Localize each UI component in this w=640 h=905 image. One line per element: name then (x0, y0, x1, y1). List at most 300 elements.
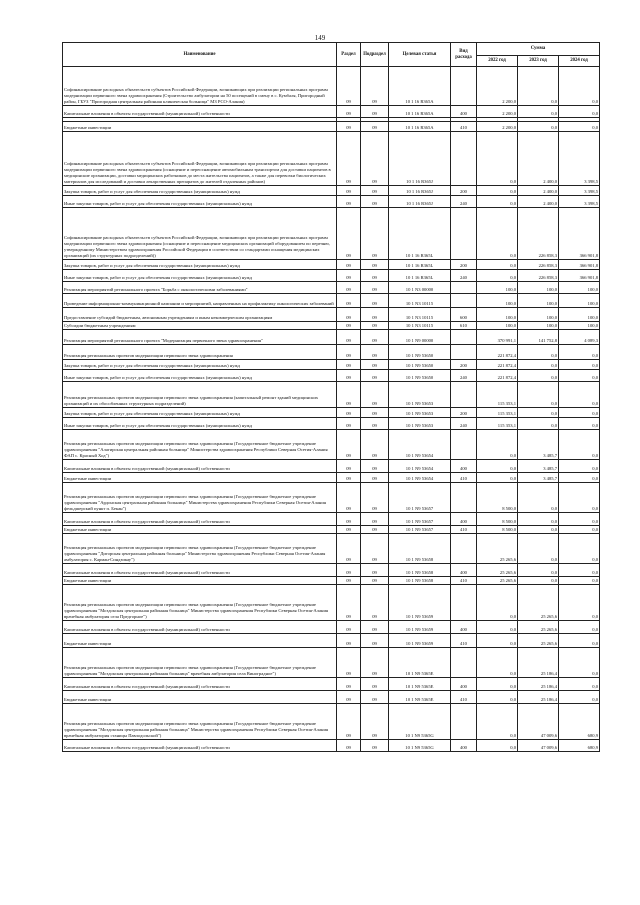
row-subsection: 09 (361, 648, 389, 678)
row-expense-type: 410 (451, 122, 477, 132)
row-sum-2023: 3 485,7 (518, 460, 559, 473)
row-target-article: 10 1 16 R365L (389, 260, 451, 270)
row-name: Иные закупки товаров, работ и услуг для обеспечения государственных (муниципальных) нужд (63, 196, 337, 208)
row-subsection: 09 (361, 132, 389, 186)
row-subsection: 09 (361, 534, 389, 564)
row-expense-type: 400 (451, 106, 477, 118)
header-sums: Сумма (477, 43, 600, 56)
row-sum-2023: 226 858,3 (518, 270, 559, 282)
row-name: Реализация региональных проектов модернизации первичного звена здравоохранения (Государственное бюджетное учреждение здравоохранения "Дигорская центральная районная больница" Министерства здравоохранения Республики Северная Осетия-Алания амбулатория с. Карман-Синдзикау") (63, 534, 337, 564)
row-sum-2022: 221 872,4 (477, 370, 518, 382)
row-sum-2024: 100,0 (559, 282, 600, 294)
row-name: Капитальные вложения в объекты государственной (муниципальной) собственности (63, 678, 337, 691)
row-target-article: 10 1 16 R365A (389, 122, 451, 132)
row-target-article: 10 1 N9 53653 (389, 408, 451, 418)
row-expense-type: 410 (451, 634, 477, 648)
row-subsection: 09 (361, 345, 389, 360)
row-section: 09 (337, 294, 361, 308)
row-subsection: 09 (361, 740, 389, 752)
row-subsection: 09 (361, 418, 389, 430)
row-sum-2022: 2 200,0 (477, 67, 518, 106)
row-subsection: 09 (361, 360, 389, 370)
row-expense-type: 240 (451, 196, 477, 208)
row-sum-2024: 0,0 (559, 564, 600, 577)
row-target-article: 10 1 16 R365J (389, 186, 451, 196)
row-subsection: 09 (361, 260, 389, 270)
row-section: 09 (337, 526, 361, 534)
budget-table (62, 42, 600, 752)
row-expense-type (451, 704, 477, 740)
row-section: 09 (337, 513, 361, 526)
row-section: 09 (337, 621, 361, 634)
row-sum-2024: 366 901,8 (559, 208, 600, 260)
row-sum-2023: 0,0 (518, 345, 559, 360)
row-sum-2022: 0,0 (477, 740, 518, 752)
page-number: 149 (314, 34, 326, 42)
row-sum-2024: 0,0 (559, 382, 600, 408)
row-target-article: 10 1 N9 53650 (389, 345, 451, 360)
row-sum-2024: 100,0 (559, 322, 600, 330)
row-name: Реализация региональных проектов модернизации первичного звена здравоохранения (Государственное бюджетное учреждение здравоохранения "Моздокская центральная районная больница" Министерства здравоохранения Республики Северная Осетия-Алания врачебная амбулатория станицы Павлодольской") (63, 704, 337, 740)
row-subsection: 09 (361, 370, 389, 382)
row-section: 09 (337, 534, 361, 564)
table-row (63, 282, 600, 294)
row-section: 09 (337, 67, 361, 106)
row-sum-2023: 0,0 (518, 534, 559, 564)
row-subsection: 09 (361, 430, 389, 460)
table-row (63, 648, 600, 678)
row-name: Закупка товаров, работ и услуг для обеспечения государственных (муниципальных) нужд (63, 408, 337, 418)
row-subsection: 09 (361, 208, 389, 260)
row-sum-2022: 0,0 (477, 585, 518, 621)
row-target-article: 10 1 N9 5365E (389, 678, 451, 691)
row-name: Проведение информационно-коммуникационной кампании и мероприятий, направленных на профилактику онкологических заболеваний (63, 294, 337, 308)
row-sum-2022: 221 872,4 (477, 360, 518, 370)
header-year-2023: 2023 год (518, 56, 559, 67)
row-sum-2023: 2 400,0 (518, 132, 559, 186)
row-section: 09 (337, 704, 361, 740)
row-target-article: 10 1 N9 53659 (389, 621, 451, 634)
table-row (63, 370, 600, 382)
row-target-article: 10 1 N9 53650 (389, 360, 451, 370)
row-sum-2024: 0,0 (559, 534, 600, 564)
table-row (63, 691, 600, 704)
row-name: Иные закупки товаров, работ и услуг для обеспечения государственных (муниципальных) нужд (63, 370, 337, 382)
row-sum-2024: 0,0 (559, 691, 600, 704)
row-sum-2023: 0,0 (518, 526, 559, 534)
row-sum-2024: 0,0 (559, 577, 600, 585)
row-expense-type (451, 430, 477, 460)
row-subsection: 09 (361, 564, 389, 577)
row-expense-type: 610 (451, 322, 477, 330)
row-sum-2024: 0,0 (559, 621, 600, 634)
row-target-article: 10 1 N3 00000 (389, 282, 451, 294)
row-sum-2023: 0,0 (518, 67, 559, 106)
row-section: 09 (337, 577, 361, 585)
row-sum-2023: 25 186,4 (518, 678, 559, 691)
row-target-article: 10 1 N9 53659 (389, 585, 451, 621)
row-expense-type (451, 483, 477, 513)
row-expense-type (451, 67, 477, 106)
row-name: Софинансирование расходных обязательств субъектов Российской Федерации, возникающих при реализации региональных программ модернизации первичного звена здравоохранения (Строительство амбулатории на 50 посещений в смену в с. Кумбаля, Пригородный район, ГБУЗ "Пригородная центральная районная клиническая больница" МЗ РСО-Алания) (63, 67, 337, 106)
row-section: 09 (337, 132, 361, 186)
row-sum-2024: 3 398,5 (559, 186, 600, 196)
row-name: Закупка товаров, работ и услуг для обеспечения государственных (муниципальных) нужд (63, 360, 337, 370)
row-target-article: 10 1 N9 5365G (389, 704, 451, 740)
row-section: 09 (337, 408, 361, 418)
row-section: 09 (337, 585, 361, 621)
row-name: Закупка товаров, работ и услуг для обеспечения государственных (муниципальных) нужд (63, 260, 337, 270)
row-expense-type: 200 (451, 186, 477, 196)
row-expense-type: 400 (451, 740, 477, 752)
table-row (63, 186, 600, 196)
row-sum-2023: 0,0 (518, 564, 559, 577)
row-sum-2023: 100,0 (518, 308, 559, 322)
row-sum-2023: 0,0 (518, 418, 559, 430)
row-sum-2024: 0,0 (559, 345, 600, 360)
row-sum-2024: 100,0 (559, 308, 600, 322)
row-sum-2023: 0,0 (518, 122, 559, 132)
row-section: 09 (337, 678, 361, 691)
row-subsection: 09 (361, 704, 389, 740)
table-row (63, 534, 600, 564)
row-expense-type (451, 585, 477, 621)
row-sum-2024: 0,0 (559, 360, 600, 370)
row-expense-type: 400 (451, 564, 477, 577)
row-sum-2023: 100,0 (518, 294, 559, 308)
row-sum-2024: 3 398,5 (559, 196, 600, 208)
row-subsection: 09 (361, 513, 389, 526)
row-section: 09 (337, 196, 361, 208)
row-sum-2022: 100,0 (477, 282, 518, 294)
row-target-article: 10 1 N9 53658 (389, 564, 451, 577)
row-target-article: 10 1 N9 53658 (389, 577, 451, 585)
table-row (63, 418, 600, 430)
row-expense-type: 600 (451, 308, 477, 322)
row-sum-2024: 0,0 (559, 370, 600, 382)
row-sum-2022: 25 265,6 (477, 577, 518, 585)
row-sum-2024: 0,0 (559, 526, 600, 534)
row-section: 09 (337, 260, 361, 270)
row-target-article: 10 1 N9 5365E (389, 648, 451, 678)
row-expense-type: 410 (451, 691, 477, 704)
header-subsection: Подраздел (361, 43, 389, 67)
table-row (63, 564, 600, 577)
row-sum-2022: 0,0 (477, 430, 518, 460)
row-subsection: 09 (361, 408, 389, 418)
row-sum-2022: 115 353,1 (477, 418, 518, 430)
row-sum-2022: 0,0 (477, 634, 518, 648)
row-sum-2022: 0,0 (477, 196, 518, 208)
row-name: Субсидии бюджетным учреждениям (63, 322, 337, 330)
row-section: 09 (337, 186, 361, 196)
row-sum-2023: 0,0 (518, 370, 559, 382)
row-sum-2022: 25 265,6 (477, 534, 518, 564)
row-section: 09 (337, 418, 361, 430)
table-row (63, 270, 600, 282)
row-expense-type: 410 (451, 577, 477, 585)
table-row (63, 322, 600, 330)
row-expense-type (451, 648, 477, 678)
row-sum-2023: 0,0 (518, 483, 559, 513)
row-sum-2023: 0,0 (518, 577, 559, 585)
row-subsection: 09 (361, 270, 389, 282)
row-sum-2024: 366 901,8 (559, 270, 600, 282)
table-row (63, 513, 600, 526)
row-sum-2024: 680,9 (559, 740, 600, 752)
row-sum-2022: 0,0 (477, 186, 518, 196)
row-target-article: 10 1 N9 53657 (389, 513, 451, 526)
row-sum-2023: 0,0 (518, 360, 559, 370)
row-name: Капитальные вложения в объекты государственной (муниципальной) собственности (63, 740, 337, 752)
row-subsection: 09 (361, 122, 389, 132)
table-body (63, 67, 600, 752)
row-sum-2024: 4 089,3 (559, 330, 600, 345)
row-sum-2022: 0,0 (477, 260, 518, 270)
row-expense-type (451, 294, 477, 308)
row-sum-2022: 100,0 (477, 294, 518, 308)
row-target-article: 10 1 16 R365A (389, 106, 451, 118)
table-row (63, 308, 600, 322)
row-sum-2023: 100,0 (518, 282, 559, 294)
row-subsection: 09 (361, 308, 389, 322)
header-year-2024: 2024 год (559, 56, 600, 67)
row-sum-2022: 0,0 (477, 132, 518, 186)
row-target-article: 10 1 16 R365L (389, 270, 451, 282)
row-target-article: 10 1 N9 53657 (389, 526, 451, 534)
table-row (63, 330, 600, 345)
row-expense-type (451, 132, 477, 186)
table-row (63, 208, 600, 260)
row-section: 09 (337, 345, 361, 360)
row-target-article: 10 1 N9 53658 (389, 534, 451, 564)
row-name: Реализация региональных проектов модернизации первичного звена здравоохранения (Государственное бюджетное учреждение здравоохранения "Ардонская центральная районная больница" Министерства здравоохранения Республики Северная Осетия-Алания фельдшерский пункт п. Бекан") (63, 483, 337, 513)
row-section: 09 (337, 648, 361, 678)
row-sum-2022: 370 991,1 (477, 330, 518, 345)
table-row (63, 460, 600, 473)
row-sum-2022: 0,0 (477, 691, 518, 704)
table-row (63, 577, 600, 585)
row-sum-2024: 3 398,5 (559, 132, 600, 186)
row-target-article: 10 1 16 R365L (389, 208, 451, 260)
row-target-article: 10 1 N3 10115 (389, 322, 451, 330)
row-target-article: 10 1 N9 00000 (389, 330, 451, 345)
table-row (63, 634, 600, 648)
row-expense-type: 240 (451, 270, 477, 282)
row-subsection: 09 (361, 483, 389, 513)
row-expense-type (451, 208, 477, 260)
row-expense-type: 400 (451, 678, 477, 691)
row-expense-type: 410 (451, 473, 477, 483)
row-subsection: 09 (361, 621, 389, 634)
table-row (63, 132, 600, 186)
table-row (63, 678, 600, 691)
row-target-article: 10 1 N9 53657 (389, 483, 451, 513)
row-target-article: 10 1 16 R365J (389, 132, 451, 186)
row-sum-2024: 0,0 (559, 430, 600, 460)
row-name: Бюджетные инвестиции (63, 691, 337, 704)
table-row (63, 526, 600, 534)
row-sum-2022: 0,0 (477, 648, 518, 678)
row-section: 09 (337, 564, 361, 577)
row-name: Капитальные вложения в объекты государственной (муниципальной) собственности (63, 106, 337, 118)
row-expense-type (451, 330, 477, 345)
row-sum-2024: 0,0 (559, 473, 600, 483)
header-expense-type: Вид расхода (451, 43, 477, 67)
table-row (63, 408, 600, 418)
row-section: 09 (337, 460, 361, 473)
row-sum-2022: 221 872,4 (477, 345, 518, 360)
row-expense-type: 400 (451, 513, 477, 526)
row-target-article: 10 1 N9 53650 (389, 370, 451, 382)
table-row (63, 704, 600, 740)
row-subsection: 09 (361, 577, 389, 585)
row-sum-2022: 0,0 (477, 704, 518, 740)
row-sum-2022: 100,0 (477, 308, 518, 322)
table-row (63, 360, 600, 370)
row-target-article: 10 1 N9 53653 (389, 382, 451, 408)
row-sum-2022: 115 353,1 (477, 382, 518, 408)
table-row (63, 430, 600, 460)
row-section: 09 (337, 691, 361, 704)
row-target-article: 10 1 N9 53654 (389, 460, 451, 473)
row-target-article: 10 1 N3 10115 (389, 294, 451, 308)
row-sum-2022: 2 200,0 (477, 122, 518, 132)
row-section: 09 (337, 360, 361, 370)
row-sum-2024: 680,9 (559, 704, 600, 740)
row-sum-2023: 2 400,0 (518, 196, 559, 208)
row-section: 09 (337, 282, 361, 294)
row-name: Бюджетные инвестиции (63, 526, 337, 534)
table-row (63, 345, 600, 360)
table-row (63, 740, 600, 752)
row-sum-2023: 25 265,6 (518, 585, 559, 621)
row-section: 09 (337, 370, 361, 382)
row-subsection: 09 (361, 634, 389, 648)
table-row (63, 585, 600, 621)
row-subsection: 09 (361, 678, 389, 691)
row-expense-type (451, 534, 477, 564)
row-target-article: 10 1 N9 5365G (389, 740, 451, 752)
row-sum-2023: 100,0 (518, 322, 559, 330)
row-expense-type: 400 (451, 621, 477, 634)
row-expense-type: 410 (451, 526, 477, 534)
row-sum-2023: 141 752,8 (518, 330, 559, 345)
header-year-2022: 2022 год (477, 56, 518, 67)
row-section: 09 (337, 330, 361, 345)
row-section: 09 (337, 308, 361, 322)
row-name: Капитальные вложения в объекты государственной (муниципальной) собственности (63, 460, 337, 473)
row-sum-2024: 0,0 (559, 408, 600, 418)
row-sum-2024: 0,0 (559, 122, 600, 132)
row-name: Капитальные вложения в объекты государственной (муниципальной) собственности (63, 564, 337, 577)
row-sum-2023: 3 485,7 (518, 473, 559, 483)
row-name: Реализация региональных проектов модернизации первичного звена здравоохранения (Государственное бюджетное учреждение здравоохранения "Алагирская центральная районная больница" Министерства здравоохранения Республики Северная Осетия-Алания ФАП с. Красный Ход") (63, 430, 337, 460)
header-target-article: Целевая статья (389, 43, 451, 67)
row-name: Иные закупки товаров, работ и услуг для обеспечения государственных (муниципальных) нужд (63, 270, 337, 282)
row-expense-type: 200 (451, 408, 477, 418)
row-subsection: 09 (361, 585, 389, 621)
row-sum-2022: 100,0 (477, 322, 518, 330)
row-sum-2023: 2 400,0 (518, 186, 559, 196)
table-row (63, 294, 600, 308)
row-subsection: 09 (361, 473, 389, 483)
row-sum-2023: 0,0 (518, 382, 559, 408)
table-row (63, 483, 600, 513)
row-name: Софинансирование расходных обязательств субъектов Российской Федерации, возникающих при реализации региональных программ модернизации первичного звена здравоохранения (оснащение и переоснащение медицинских организаций оборудованием по перечню, утвержденному Министерством здравоохранения Российской Федерации в соответствии со стандартами оснащения медицинских организаций (их структурных подразделений)) (63, 208, 337, 260)
row-name: Бюджетные инвестиции (63, 122, 337, 132)
row-name: Реализация мероприятий регионального проекта "Модернизация первичного звена здравоохранения" (63, 330, 337, 345)
row-sum-2022: 0,0 (477, 678, 518, 691)
row-sum-2024: 0,0 (559, 585, 600, 621)
row-name: Бюджетные инвестиции (63, 577, 337, 585)
row-target-article: 10 1 N9 53653 (389, 418, 451, 430)
row-sum-2023: 3 485,7 (518, 430, 559, 460)
row-sum-2024: 0,0 (559, 648, 600, 678)
row-subsection: 09 (361, 282, 389, 294)
row-section: 09 (337, 322, 361, 330)
row-expense-type: 200 (451, 260, 477, 270)
row-subsection: 09 (361, 106, 389, 118)
row-name: Бюджетные инвестиции (63, 473, 337, 483)
row-section: 09 (337, 270, 361, 282)
row-name: Реализация мероприятий регионального проекта "Борьба с онкологическими заболеваниями" (63, 282, 337, 294)
row-sum-2022: 8 500,0 (477, 483, 518, 513)
row-expense-type: 240 (451, 418, 477, 430)
row-name: Закупка товаров, работ и услуг для обеспечения государственных (муниципальных) нужд (63, 186, 337, 196)
row-sum-2022: 0,0 (477, 208, 518, 260)
row-target-article: 10 1 N3 10115 (389, 308, 451, 322)
row-name: Реализация региональных проектов модернизации первичного звена здравоохранения (63, 345, 337, 360)
row-name: Иные закупки товаров, работ и услуг для обеспечения государственных (муниципальных) нужд (63, 418, 337, 430)
row-subsection: 09 (361, 67, 389, 106)
row-sum-2023: 47 009,6 (518, 704, 559, 740)
row-sum-2022: 115 353,1 (477, 408, 518, 418)
row-expense-type: 200 (451, 360, 477, 370)
row-sum-2023: 25 186,4 (518, 691, 559, 704)
row-sum-2023: 25 265,6 (518, 621, 559, 634)
row-sum-2022: 8 500,0 (477, 526, 518, 534)
row-sum-2023: 47 009,6 (518, 740, 559, 752)
row-name: Капитальные вложения в объекты государственной (муниципальной) собственности (63, 513, 337, 526)
row-name: Реализация региональных проектов модернизации первичного звена здравоохранения (Государственное бюджетное учреждение здравоохранения "Моздокская центральная районная больница" Министерства здравоохранения Республики Северная Осетия-Алания врачебная амбулатория села Предгорное") (63, 585, 337, 621)
row-target-article: 10 1 N9 53654 (389, 430, 451, 460)
row-expense-type (451, 345, 477, 360)
row-sum-2024: 366 901,8 (559, 260, 600, 270)
row-sum-2022: 0,0 (477, 621, 518, 634)
row-target-article: 10 1 16 R365J (389, 196, 451, 208)
row-sum-2023: 0,0 (518, 106, 559, 118)
row-name: Реализация региональных проектов модернизации первичного звена здравоохранения (Государственное бюджетное учреждение здравоохранения "Моздокская центральная районная больница" врачебная амбулатория села Виноградное") (63, 648, 337, 678)
row-target-article: 10 1 N9 53654 (389, 473, 451, 483)
row-expense-type (451, 382, 477, 408)
row-subsection: 09 (361, 382, 389, 408)
row-target-article: 10 1 N9 53659 (389, 634, 451, 648)
row-sum-2022: 8 500,0 (477, 513, 518, 526)
row-sum-2023: 226 858,3 (518, 208, 559, 260)
row-sum-2024: 0,0 (559, 678, 600, 691)
row-expense-type (451, 282, 477, 294)
row-section: 09 (337, 106, 361, 118)
row-sum-2024: 0,0 (559, 460, 600, 473)
row-sum-2022: 0,0 (477, 460, 518, 473)
row-sum-2022: 25 265,6 (477, 564, 518, 577)
row-sum-2024: 0,0 (559, 513, 600, 526)
row-sum-2024: 0,0 (559, 634, 600, 648)
table-row (63, 260, 600, 270)
table-row (63, 106, 600, 118)
row-sum-2022: 2 200,0 (477, 106, 518, 118)
